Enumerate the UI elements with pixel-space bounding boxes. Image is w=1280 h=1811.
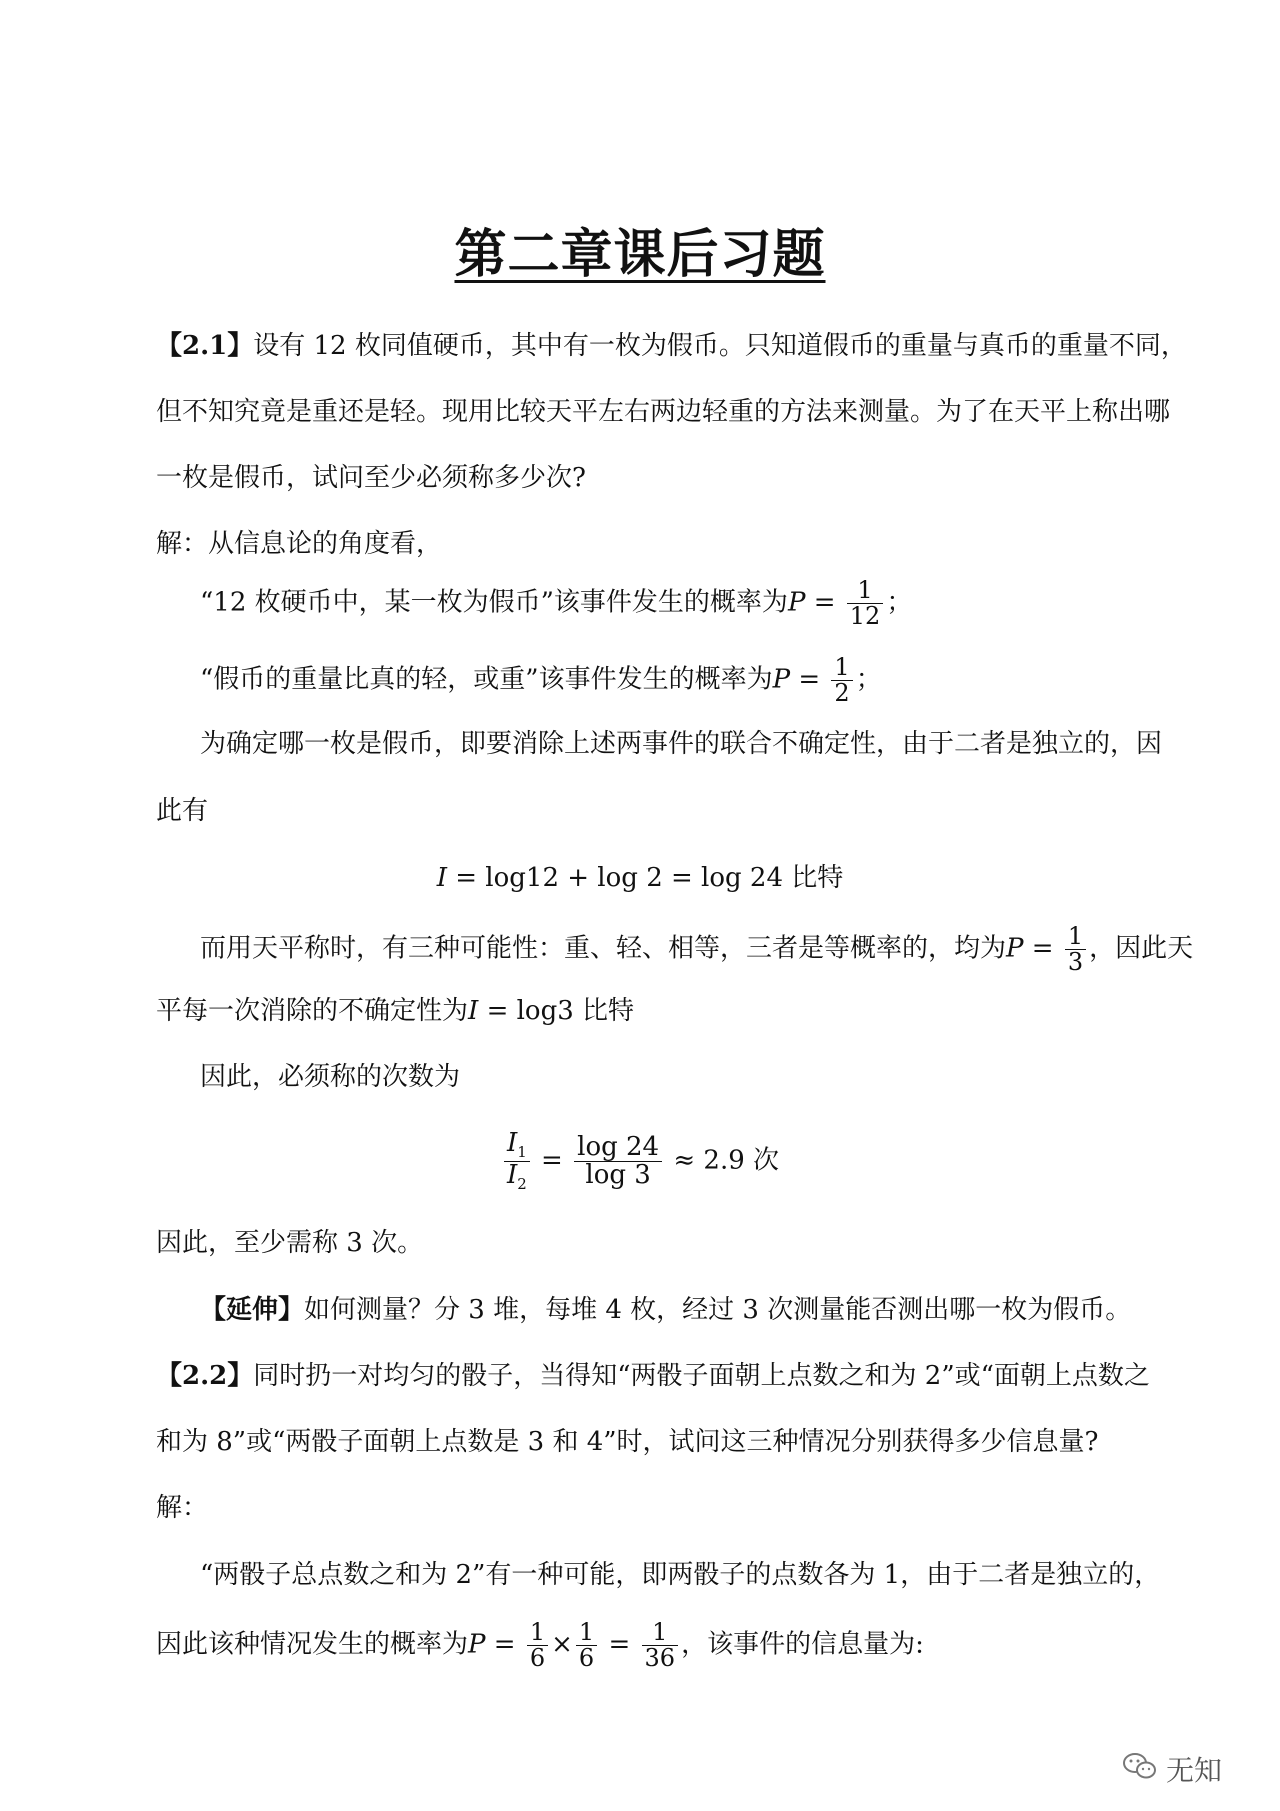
question-2-2-line-2: 和为 8”或“两骰子面朝上点数是 3 和 4”时，试问这三种情况分别获得多少信息量? (156, 1427, 1099, 1457)
paragraph-number-of-weighings: 因此，必须称的次数为 (200, 1062, 461, 1092)
equation-ratio: $\frac{I_1}{I_2}$ = $\frac{\log 24}{\log 3}$ ≈ 2.9 次 (0, 1130, 1280, 1193)
question-2-2-line-1: 【2.2】同时扔一对均匀的骰子，当得知“两骰子面朝上点数之和为 2”或“面朝上点数之 (156, 1361, 1150, 1391)
paragraph-joint-uncertainty-line-1: 为确定哪一枚是假币，即要消除上述两事件的联合不确定性，由于二者是独立的，因 (200, 729, 1163, 759)
fraction-1-2: $\frac{1}{2}$ (831, 655, 852, 706)
fraction-1-3: $\frac{1}{3}$ (1065, 924, 1086, 975)
probability-statement-2: “假币的重量比真的轻，或重”该事件发生的概率为P = $\frac{1}{2}$ ； (200, 653, 882, 708)
solution-2-line-2: 因此该种情况发生的概率为P = $\frac{1}{6}$ × $\frac{1}{6}$ = $\frac{1}{36}$ ，该事件的信息量为: (156, 1618, 924, 1673)
paragraph-balance-line-1: 而用天平称时，有三种可能性：重、轻、相等，三者是等概率的，均为P = $\frac{1}{3}$ ，因此天 (200, 922, 1194, 977)
paragraph-joint-uncertainty-line-2: 此有 (156, 796, 209, 826)
question-2-1-line-1: 【2.1】设有 12 枚同值硬币，其中有一枚为假币。只知道假币的重量与真币的重量不同， (156, 331, 1187, 361)
question-2-1-line-3: 一枚是假币，试问至少必须称多少次? (156, 463, 586, 493)
fraction-1-36: $\frac{1}{36}$ (642, 1620, 679, 1671)
fraction-1-6-b: $\frac{1}{6}$ (576, 1620, 597, 1671)
question-2-1-line-2: 但不知究竟是重还是轻。现用比较天平左右两边轻重的方法来测量。为了在天平上称出哪 (156, 397, 1171, 427)
probability-statement-1: “12 枚硬币中，某一枚为假币”该事件发生的概率为P = $\frac{1}{12}$ ； (200, 576, 913, 631)
solution-1-intro: 解：从信息论的角度看， (156, 529, 443, 559)
fraction-1-6-a: $\frac{1}{6}$ (527, 1620, 548, 1671)
watermark-text: 无知 (1165, 1754, 1222, 1787)
solution-2-intro: 解： (156, 1493, 209, 1523)
equation-total-information: I = log12 + log 2 = log 24 比特 (436, 863, 844, 893)
paragraph-balance-line-2: 平每一次消除的不确定性为I = log3 比特 (156, 996, 635, 1026)
watermark (1122, 1747, 1222, 1791)
solution-2-line-1: “两骰子总点数之和为 2”有一种可能，即两骰子的点数各为 1，由于二者是独立的， (200, 1560, 1161, 1590)
solution-1-conclusion: 因此，至少需称 3 次。 (156, 1228, 424, 1258)
extension-note: 【延伸】如何测量？分 3 堆，每堆 4 枚，经过 3 次测量能否测出哪一枚为假币。 (200, 1295, 1132, 1325)
fraction-1-12: $\frac{1}{12}$ (847, 578, 884, 629)
fraction-log24-log3: $\frac{\log 24}{\log 3}$ (574, 1134, 662, 1190)
fraction-i1-i2: $\frac{I_1}{I_2}$ (504, 1130, 530, 1193)
page-title: 第二章课后习题 (454, 225, 826, 285)
wechat-icon (1122, 1751, 1158, 1788)
